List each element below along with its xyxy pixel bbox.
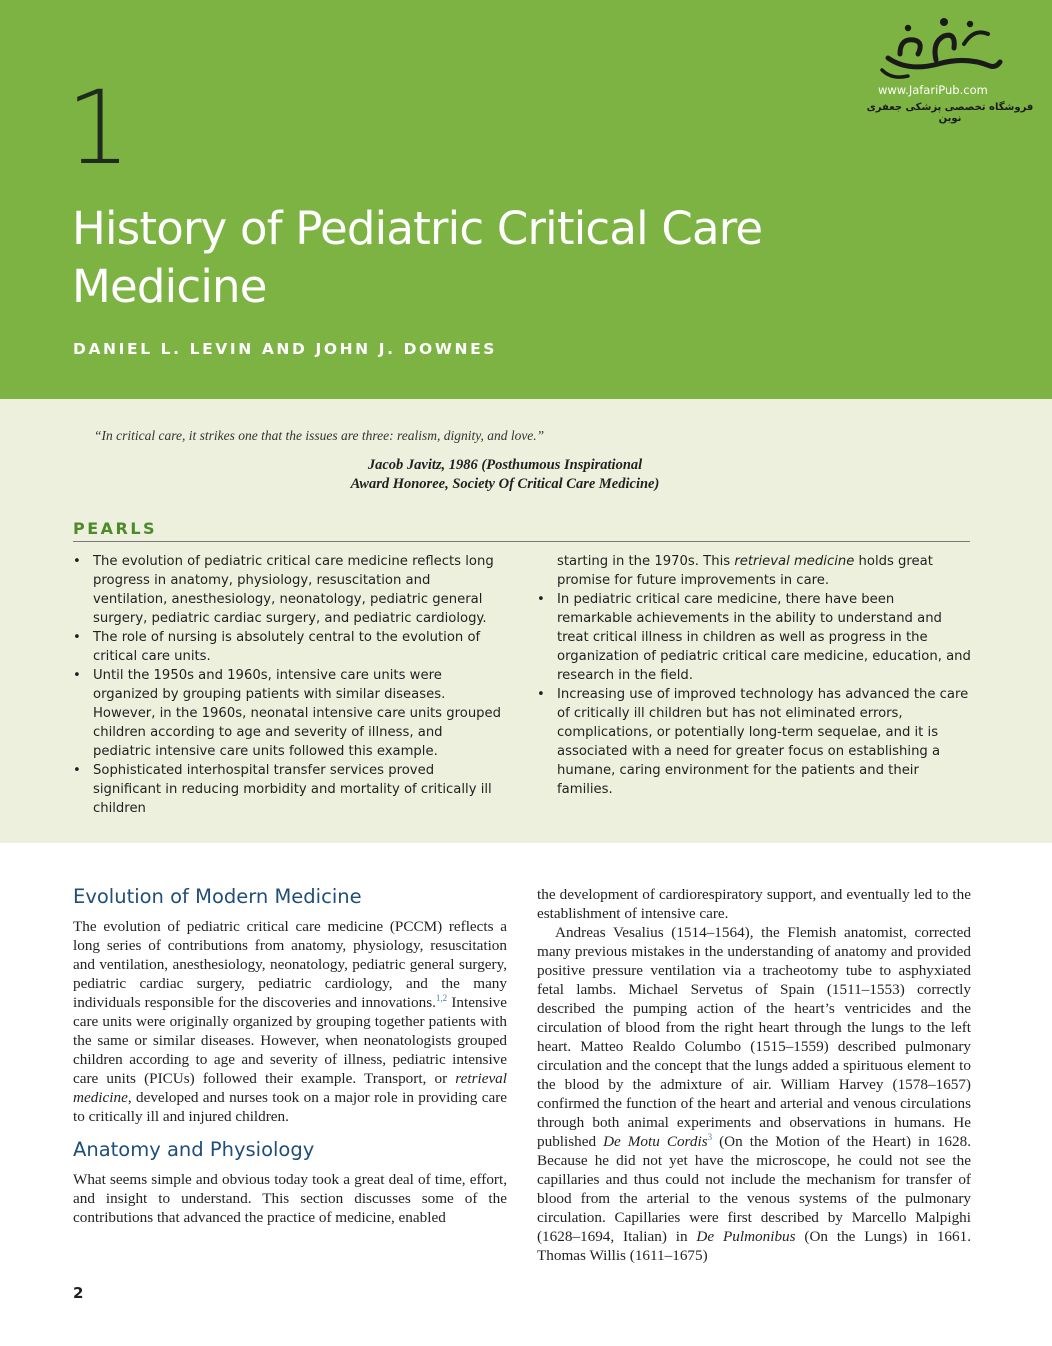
pearl-text: The evolution of pediatric critical care medicine reflects long progress in anatomy, physiology, resuscitation and ventilation, anesthesiology, neonatology, pediatric general surgery, pediatric cardiac surgery, and pediatric cardiology. [93, 554, 494, 626]
pearl-item [73, 666, 503, 761]
body-emphasis: retrieval medicine [73, 1070, 507, 1106]
pearls-list-right [537, 552, 972, 799]
body-column-right [537, 885, 971, 1265]
body-text: (On the Motion of the Heart) in 1628. Because he did not yet have the microscope, he could not see the capillaries and thus could not include the mechanism for transfer of blood from the arterial to the venous systems of the pulmonary circulation. Capillaries were first described by Marcello Malpighi (1628–1694, Italian) in [537, 1133, 971, 1245]
chapter-title-line1: History of Pediatric Critical Care [72, 202, 763, 255]
bullet-icon: • [73, 630, 81, 645]
pearl-text: Increasing use of improved technology has advanced the care of critically ill children but has not eliminated errors, complications, or potentially long-term sequelae, and it is associated with a need for greater focus on establishing a humane, caring environment for the patients and their families. [557, 687, 969, 797]
pearl-text: The role of nursing is absolutely central to the evolution of critical care units. [93, 630, 481, 664]
section-heading-evolution: Evolution of Modern Medicine [73, 885, 362, 908]
pearl-text: holds great promise for future improvements in care. [557, 554, 933, 588]
body-paragraph: the development of cardiorespiratory support, and eventually led to the establishment of intensive care. [537, 886, 971, 922]
pearl-item-continuation [537, 552, 972, 590]
pearls-list-left [73, 552, 503, 818]
body-text: Intensive care units were originally organized by grouping together patients with the same or similar diseases. However, when neonatologists grouped children according to age and severity of illness, pediatric intensive care units (PICUs) followed their example. Transport, or [73, 994, 508, 1087]
pearl-text: Sophisticated interhospital transfer services proved significant in reducing morbidity and mortality of critically ill children [93, 763, 492, 816]
publisher-logo [864, 14, 1044, 122]
pearl-item [73, 761, 503, 818]
bullet-icon: • [537, 592, 545, 607]
body-column-left [73, 885, 507, 1227]
pearl-item [73, 628, 503, 666]
epigraph-attribution-line1: Jacob Javitz, 1986 (Posthumous Inspirational [367, 457, 643, 473]
chapter-title-line2: Medicine [72, 260, 267, 313]
publisher-subtitle: فروشگاه تخصصی پزشکی جعفری نوین [866, 102, 1034, 124]
epigraph-attribution [260, 456, 750, 494]
publisher-url[interactable]: www.JafariPub.com [878, 83, 988, 97]
bullet-icon: • [73, 554, 81, 569]
body-paragraph [73, 917, 507, 1126]
bullet-icon: • [537, 687, 545, 702]
bullet-icon: • [73, 668, 81, 683]
publisher-logo-mark [878, 14, 1004, 84]
pearl-emphasis: retrieval medicine [734, 554, 855, 569]
pearl-item [537, 590, 972, 685]
body-emphasis: De Pulmonibus [696, 1228, 796, 1245]
pearls-divider [73, 541, 970, 542]
pearl-text: starting in the 1970s. This [557, 554, 735, 569]
body-text: The evolution of pediatric critical care medicine (PCCM) reflects a long series of contributions from anatomy, physiology, resuscitation and ventilation, anesthesiology, neonatology, pediatric general surgery, pediatric cardiac surgery, pediatric cardiology, and the many individuals responsible for the discoveries and innovations. [73, 918, 507, 1011]
body-text: , developed and nurses took on a major role in providing care to critically ill and injured children. [73, 1089, 507, 1125]
epigraph-quote: “In critical care, it strikes one that the issues are three: realism, dignity, and love.” [94, 428, 545, 443]
pearl-text: In pediatric critical care medicine, there have been remarkable achievements in the ability to understand and treat critical illness in children as well as progress in the organization of pediatric critical care medicine, education, and research in the field. [557, 592, 971, 683]
reference-citation[interactable]: 1,2 [435, 992, 448, 1003]
section-heading-anatomy: Anatomy and Physiology [73, 1138, 315, 1161]
body-text: Andreas Vesalius (1514–1564), the Flemish anatomist, corrected many previous mistakes in the understanding of anatomy and provided positive pressure ventilation via a tracheotomy tube to asphyxiated fetal lambs. Michael Servetus of Spain (1511–1553) correctly described the pumping action of the heart’s ventricides and the circulation of blood from the right heart through the lungs to the left heart. Matteo Realdo Columbo (1515–1559) described pulmonary circulation and the concept that the lungs added a spirituous element to the blood by the admixture of air. William Harvey (1578–1657) confirmed the function of the heart and arterial and venous circulations through both animal experiments and observations in humans. He published [537, 924, 971, 1150]
body-paragraph [537, 923, 971, 1265]
chapter-title [72, 200, 972, 316]
pearls-heading: PEARLS [73, 519, 158, 538]
body-paragraph: What seems simple and obvious today took a great deal of time, effort, and insight to understand. This section discusses some of the contributions that advanced the practice of medicine, enabled [73, 1171, 507, 1226]
pearl-text: Until the 1950s and 1960s, intensive care units were organized by grouping patients with similar diseases. However, in the 1960s, neonatal intensive care units grouped children according to age and severity of illness, and pediatric intensive care units followed this example. [93, 668, 502, 759]
reference-citation[interactable]: 3 [707, 1131, 713, 1142]
body-text: (On the Lungs) in 1661. Thomas Willis (1611–1675) [537, 1228, 971, 1264]
chapter-authors: DANIEL L. LEVIN AND JOHN J. DOWNES [73, 340, 498, 358]
page-number: 2 [73, 1284, 84, 1302]
pearl-item [537, 685, 972, 799]
body-emphasis: De Motu Cordis [603, 1133, 708, 1150]
epigraph-attribution-line2: Award Honoree, Society Of Critical Care Medicine) [350, 476, 660, 492]
chapter-header-band [0, 0, 1052, 399]
pearl-item [73, 552, 503, 628]
bullet-icon: • [73, 763, 81, 778]
chapter-number: 1 [66, 69, 131, 188]
